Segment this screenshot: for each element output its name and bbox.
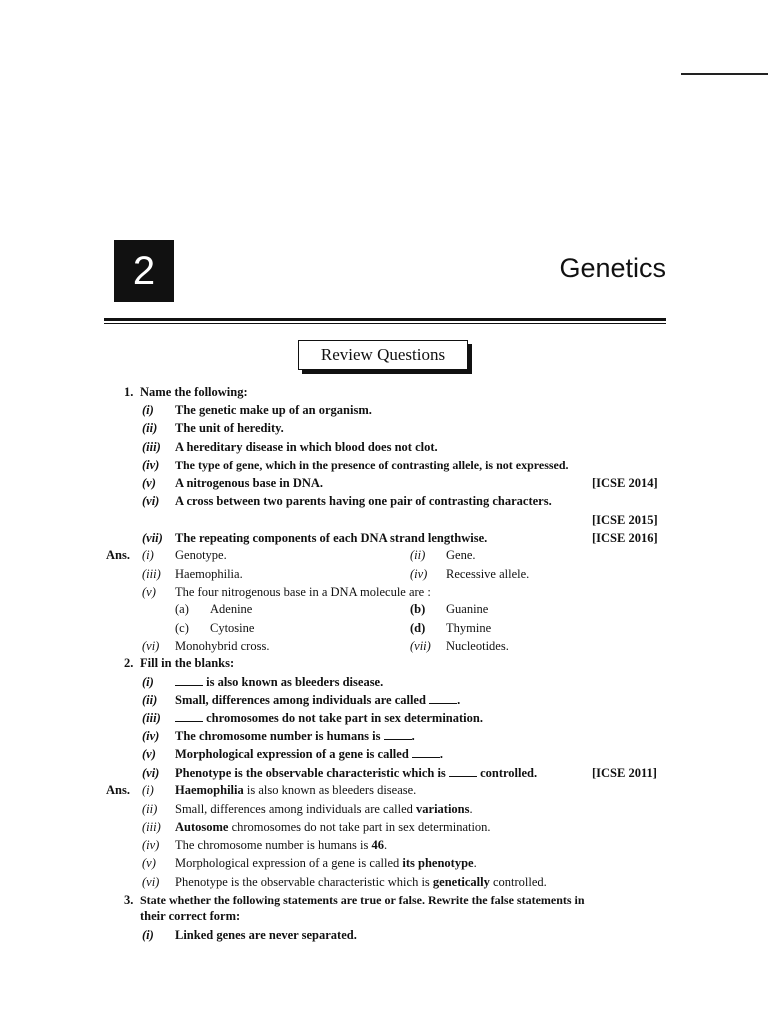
answer-rest: . (473, 856, 477, 870)
answer-blank (384, 729, 412, 740)
q1-item-source-tag: [ICSE 2014] (592, 476, 658, 490)
q3-number: 3. (124, 893, 134, 907)
q2-item-text (175, 691, 460, 709)
answer-keyword: 46 (371, 838, 384, 852)
base-letter: (d) (410, 621, 426, 635)
q2-item-after: chromosomes do not take part in sex determination. (203, 711, 483, 725)
q1-item-text: The repeating components of each DNA strand lengthwise. (175, 531, 488, 545)
q1-item-roman: (iv) (142, 458, 160, 472)
q2-item-source-tag: [ICSE 2011] (592, 766, 657, 780)
q1-item-text: A nitrogenous base in DNA. (175, 476, 324, 490)
q2-item-after: is also known as bleeders disease. (203, 675, 384, 689)
q2-item-before: Phenotype is the observable characteristic which is (175, 766, 449, 780)
answer-text: Nucleotides. (446, 639, 509, 653)
q2-item-before: Morphological expression of a gene is called (175, 747, 412, 761)
answer-roman: (v) (142, 585, 156, 599)
answer-keyword: its phenotype (402, 856, 474, 870)
answer-roman: (i) (142, 783, 154, 797)
answer-keyword: Autosome (175, 820, 229, 834)
q1-item-text: A cross between two parents having one pair of contrasting characters. (175, 494, 552, 508)
answer-text: Gene. (446, 548, 476, 562)
answer-text: Monohybrid cross. (175, 639, 270, 653)
answer-blank (175, 711, 203, 722)
q2-number: 2. (124, 656, 134, 670)
answer-roman: (vi) (142, 875, 160, 889)
answer-text: Recessive allele. (446, 567, 530, 581)
section-title: Review Questions (320, 345, 446, 364)
q2-item-roman: (vi) (142, 766, 160, 780)
q1-item-roman: (vii) (142, 531, 163, 545)
answer-label: Ans. (106, 548, 130, 562)
q1-item-text: The type of gene, which in the presence of contrasting allele, is not expressed. (175, 458, 569, 472)
answer-roman: (ii) (410, 548, 426, 562)
answer-pre: Small, differences among individuals are called (175, 802, 417, 816)
answer-roman: (vi) (142, 639, 160, 653)
q1-item-roman: (v) (142, 476, 156, 490)
answer-blank (412, 747, 440, 758)
answer-roman: (iv) (410, 567, 428, 581)
answer-roman: (vii) (410, 639, 431, 653)
q1-item-roman: (ii) (142, 421, 158, 435)
answer-rest: controlled. (489, 875, 547, 889)
answer-text (175, 818, 491, 836)
q1-item-text: The unit of heredity. (175, 421, 284, 435)
answer-roman: (iii) (142, 567, 161, 581)
answer-roman: (ii) (142, 802, 158, 816)
q2-item-text (175, 727, 415, 745)
q1-item-roman: (vi) (142, 494, 160, 508)
answer-text (175, 854, 477, 872)
answer-text (175, 781, 416, 799)
q1-item-text: A hereditary disease in which blood does not clot. (175, 440, 438, 454)
answer-blank (449, 766, 477, 777)
base-letter: (c) (175, 621, 189, 635)
q1-item-source-tag: [ICSE 2016] (592, 531, 658, 545)
base-name: Guanine (446, 602, 489, 616)
q3-prompt-cont: their correct form: (140, 909, 241, 923)
answer-pre: Phenotype is the observable characteristic which is (175, 875, 433, 889)
answer-text (175, 873, 547, 891)
answer-label: Ans. (106, 783, 130, 797)
answer-keyword: Haemophilia (175, 783, 244, 797)
answer-text (175, 800, 473, 818)
answer-roman: (iii) (142, 820, 161, 834)
answer-text: Genotype. (175, 548, 227, 562)
base-letter: (a) (175, 602, 189, 616)
answer-text (175, 836, 387, 854)
answer-rest: . (384, 838, 388, 852)
q2-item-text (175, 673, 383, 691)
answer-roman: (v) (142, 856, 156, 870)
q2-item-roman: (ii) (142, 693, 158, 707)
q2-item-after: . (457, 693, 461, 707)
q1-item-roman: (i) (142, 403, 154, 417)
q1-number: 1. (124, 385, 134, 399)
answer-keyword: variations (416, 802, 470, 816)
q2-item-after: . (411, 729, 415, 743)
q3-prompt: State whether the following statements are true or false. Rewrite the false statements in (140, 893, 585, 907)
answer-pre: Morphological expression of a gene is called (175, 856, 403, 870)
answer-text: The four nitrogenous base in a DNA molecule are : (175, 585, 431, 599)
q2-item-roman: (iv) (142, 729, 160, 743)
q3-item-text: Linked genes are never separated. (175, 928, 357, 942)
answer-keyword: genetically (432, 875, 490, 889)
q2-item-text (175, 745, 443, 763)
answer-blank (429, 693, 457, 704)
base-letter: (b) (410, 602, 426, 616)
base-name: Cytosine (210, 621, 255, 635)
answer-roman: (i) (142, 548, 154, 562)
answer-blank (175, 675, 203, 686)
q2-item-text (175, 709, 483, 727)
answer-pre: The chromosome number is humans is (175, 838, 372, 852)
q2-item-roman: (i) (142, 675, 154, 689)
q2-prompt: Fill in the blanks: (140, 656, 235, 670)
q1-prompt: Name the following: (140, 385, 248, 399)
chapter-title: Genetics (559, 253, 666, 283)
q2-item-after: . (439, 747, 444, 761)
q2-item-text (175, 764, 537, 782)
base-name: Thymine (446, 621, 492, 635)
q1-item-source-tag: [ICSE 2015] (592, 513, 658, 527)
chapter-number: 2 (132, 249, 156, 293)
q3-item-roman: (i) (142, 928, 154, 942)
q2-item-after: controlled. (476, 766, 538, 780)
q2-item-roman: (iii) (142, 711, 161, 725)
q1-item-roman: (iii) (142, 440, 161, 454)
q2-item-before: Small, differences among individuals are called (175, 693, 430, 707)
q1-item-text: The genetic make up of an organism. (175, 403, 372, 417)
answer-rest: chromosomes do not take part in sex determination. (228, 820, 491, 834)
base-name: Adenine (210, 602, 253, 616)
q2-item-before: The chromosome number is humans is (175, 729, 384, 743)
answer-text: Haemophilia. (175, 567, 243, 581)
answer-roman: (iv) (142, 838, 160, 852)
q2-item-roman: (v) (142, 747, 156, 761)
answer-rest: . (469, 802, 473, 816)
answer-rest: is also known as bleeders disease. (243, 783, 417, 797)
